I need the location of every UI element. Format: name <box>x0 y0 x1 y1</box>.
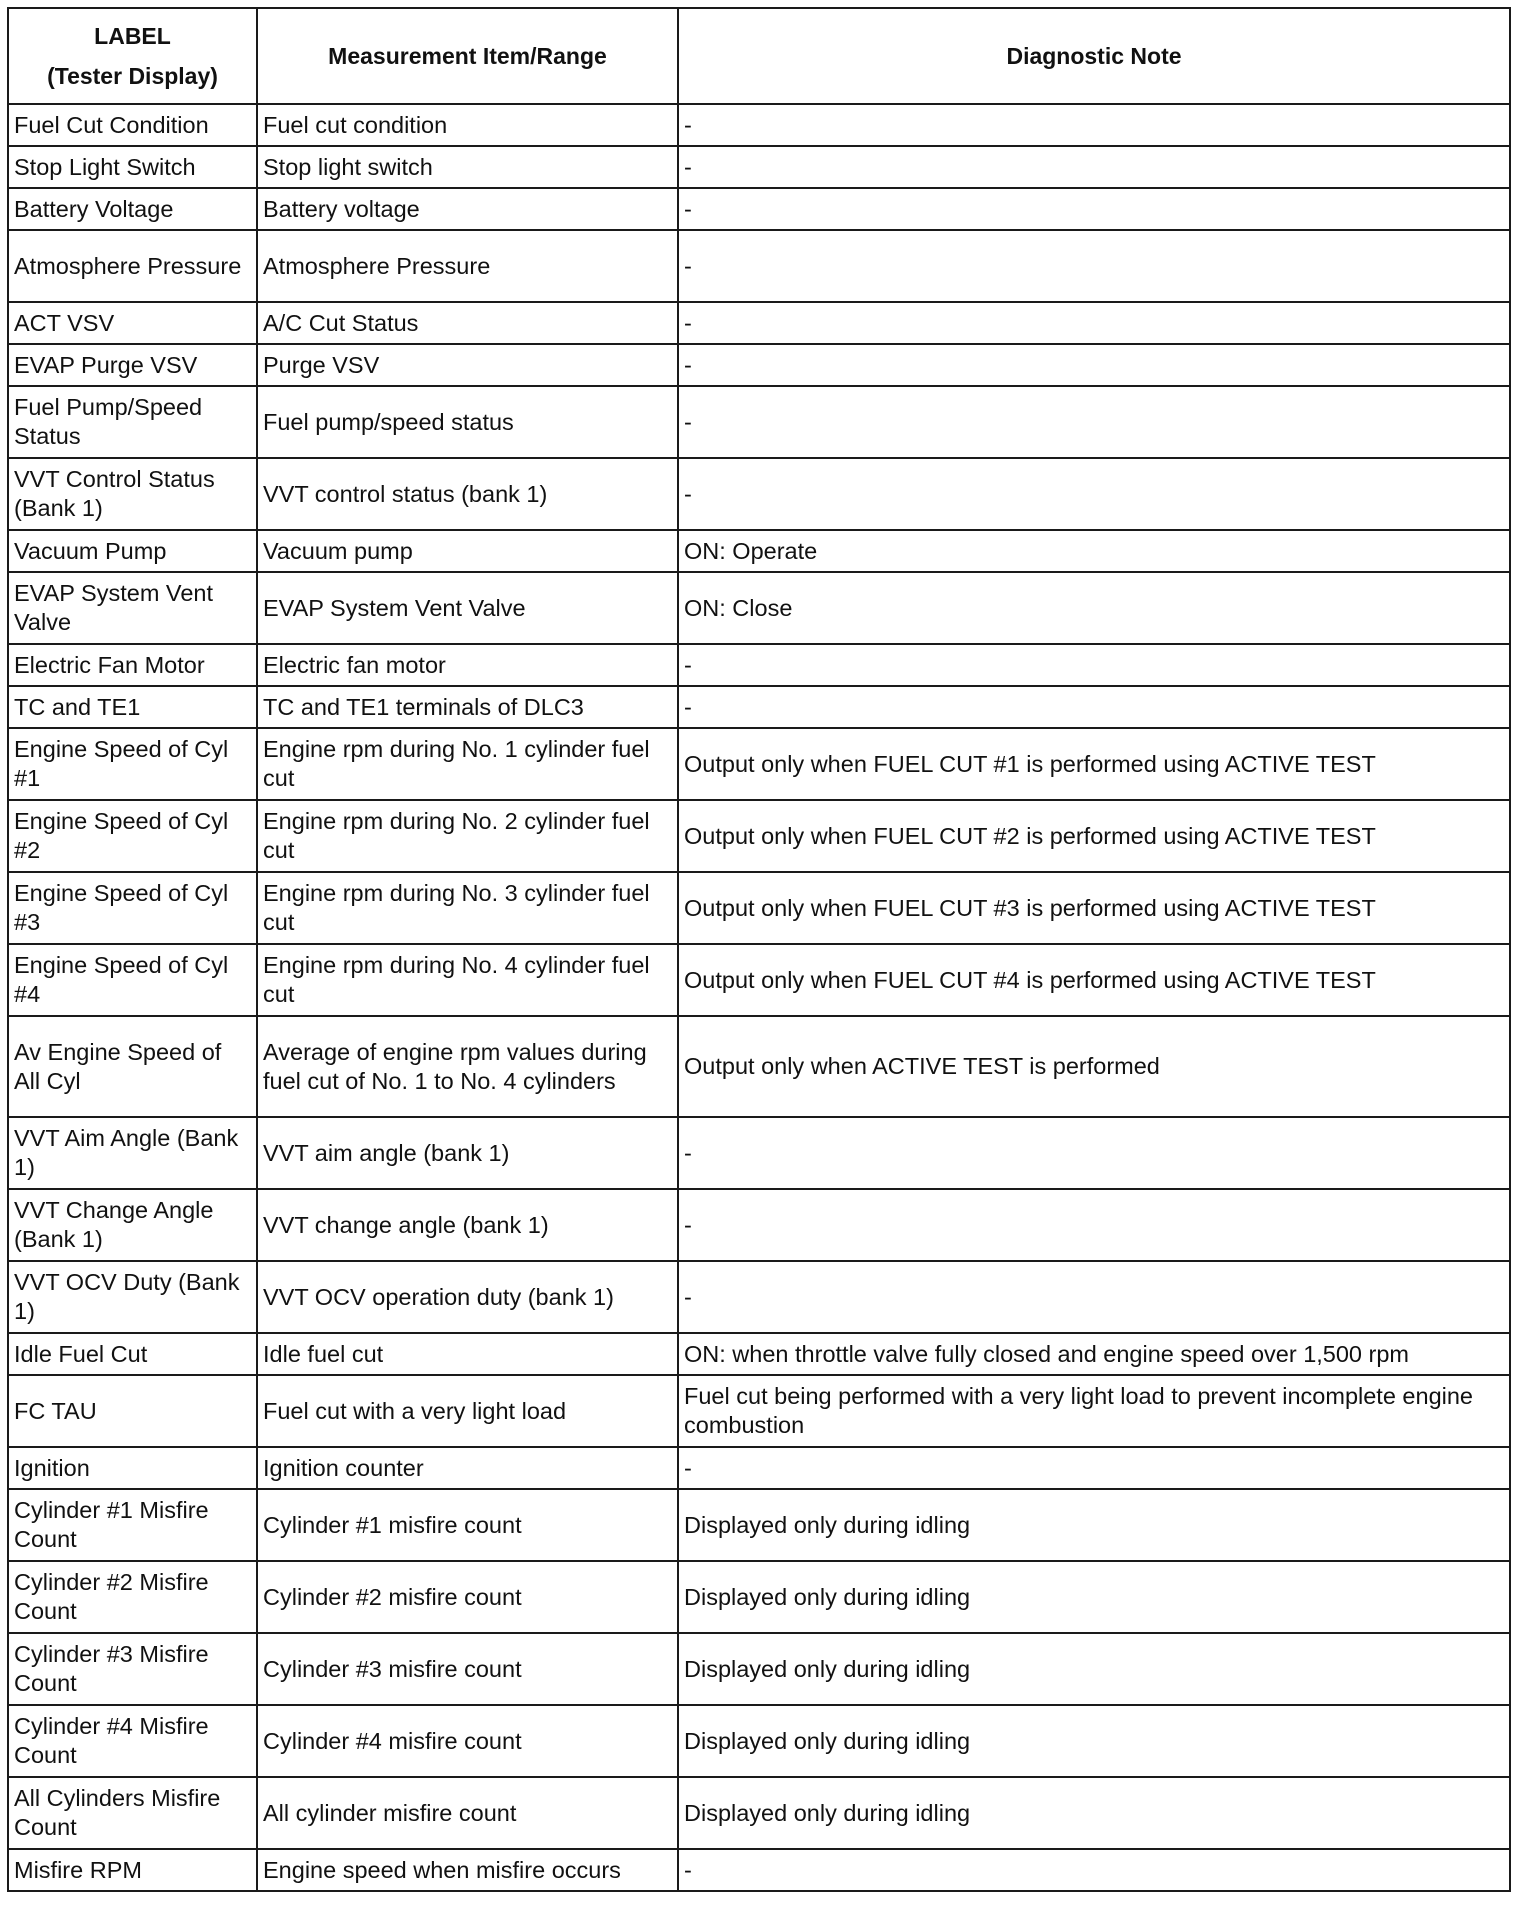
measurement-cell: Purge VSV <box>257 344 678 386</box>
label-cell: VVT Aim Angle (Bank 1) <box>8 1117 257 1189</box>
diagnostic-note-cell: - <box>678 1261 1510 1333</box>
label-cell: VVT OCV Duty (Bank 1) <box>8 1261 257 1333</box>
label-cell: ACT VSV <box>8 302 257 344</box>
measurement-cell: Stop light switch <box>257 146 678 188</box>
table-row <box>8 1447 1510 1489</box>
label-cell: All Cylinders Misfire Count <box>8 1777 257 1849</box>
diagnostic-note-cell: Fuel cut being performed with a very light load to prevent incomplete engine combustion <box>678 1375 1510 1447</box>
measurement-cell: Cylinder #1 misfire count <box>257 1489 678 1561</box>
diagnostic-note-cell: - <box>678 302 1510 344</box>
label-cell: Engine Speed of Cyl #3 <box>8 872 257 944</box>
table-row <box>8 386 1510 458</box>
table-row <box>8 1375 1510 1447</box>
table-row <box>8 1561 1510 1633</box>
label-cell: Engine Speed of Cyl #1 <box>8 728 257 800</box>
diagnostic-note-cell: Displayed only during idling <box>678 1633 1510 1705</box>
measurement-cell: EVAP System Vent Valve <box>257 572 678 644</box>
label-cell: Cylinder #3 Misfire Count <box>8 1633 257 1705</box>
measurement-cell: Ignition counter <box>257 1447 678 1489</box>
label-cell: VVT Change Angle (Bank 1) <box>8 1189 257 1261</box>
label-cell: TC and TE1 <box>8 686 257 728</box>
table-row <box>8 944 1510 1016</box>
diagnostic-note-cell: - <box>678 686 1510 728</box>
diagnostic-note-cell: - <box>678 344 1510 386</box>
table-row <box>8 728 1510 800</box>
data-list-table <box>7 7 1511 1892</box>
label-cell: Engine Speed of Cyl #4 <box>8 944 257 1016</box>
table-row <box>8 572 1510 644</box>
measurement-cell: Idle fuel cut <box>257 1333 678 1375</box>
table-row <box>8 800 1510 872</box>
measurement-cell: Battery voltage <box>257 188 678 230</box>
measurement-cell: Engine speed when misfire occurs <box>257 1849 678 1891</box>
measurement-cell: Fuel pump/speed status <box>257 386 678 458</box>
table-row <box>8 302 1510 344</box>
label-cell: Electric Fan Motor <box>8 644 257 686</box>
measurement-cell: VVT change angle (bank 1) <box>257 1189 678 1261</box>
table-row <box>8 1705 1510 1777</box>
measurement-cell: Engine rpm during No. 3 cylinder fuel cut <box>257 872 678 944</box>
header-label <box>8 8 257 104</box>
measurement-cell: Cylinder #3 misfire count <box>257 1633 678 1705</box>
measurement-cell: Engine rpm during No. 2 cylinder fuel cut <box>257 800 678 872</box>
label-cell: Av Engine Speed of All Cyl <box>8 1016 257 1117</box>
label-cell: VVT Control Status (Bank 1) <box>8 458 257 530</box>
table-row <box>8 1849 1510 1891</box>
diagnostic-note-cell: ON: Operate <box>678 530 1510 572</box>
measurement-cell: VVT OCV operation duty (bank 1) <box>257 1261 678 1333</box>
label-cell: Atmosphere Pressure <box>8 230 257 302</box>
measurement-cell: Electric fan motor <box>257 644 678 686</box>
label-cell: FC TAU <box>8 1375 257 1447</box>
diagnostic-note-cell: - <box>678 1189 1510 1261</box>
diagnostic-note-cell: Output only when FUEL CUT #4 is performed using ACTIVE TEST <box>678 944 1510 1016</box>
header-label-line1: LABEL <box>94 23 171 49</box>
label-cell: Stop Light Switch <box>8 146 257 188</box>
measurement-cell: A/C Cut Status <box>257 302 678 344</box>
table-body <box>8 104 1510 1891</box>
label-cell: Idle Fuel Cut <box>8 1333 257 1375</box>
diagnostic-note-cell: Displayed only during idling <box>678 1489 1510 1561</box>
label-cell: EVAP System Vent Valve <box>8 572 257 644</box>
table-row <box>8 1261 1510 1333</box>
label-cell: EVAP Purge VSV <box>8 344 257 386</box>
table-header <box>8 8 1510 104</box>
diagnostic-note-cell: - <box>678 230 1510 302</box>
measurement-cell: Engine rpm during No. 1 cylinder fuel cut <box>257 728 678 800</box>
label-cell: Cylinder #1 Misfire Count <box>8 1489 257 1561</box>
diagnostic-note-cell: - <box>678 386 1510 458</box>
diagnostic-note-cell: Output only when FUEL CUT #1 is performed using ACTIVE TEST <box>678 728 1510 800</box>
diagnostic-note-cell: - <box>678 146 1510 188</box>
diagnostic-note-cell: ON: Close <box>678 572 1510 644</box>
diagnostic-note-cell: - <box>678 1447 1510 1489</box>
diagnostic-note-cell: ON: when throttle valve fully closed and engine speed over 1,500 rpm <box>678 1333 1510 1375</box>
measurement-cell: Fuel cut with a very light load <box>257 1375 678 1447</box>
label-cell: Fuel Cut Condition <box>8 104 257 146</box>
header-row <box>8 8 1510 104</box>
label-cell: Cylinder #4 Misfire Count <box>8 1705 257 1777</box>
label-cell: Engine Speed of Cyl #2 <box>8 800 257 872</box>
diagnostic-note-cell: Output only when FUEL CUT #2 is performed using ACTIVE TEST <box>678 800 1510 872</box>
diagnostic-note-cell: Displayed only during idling <box>678 1561 1510 1633</box>
measurement-cell: Cylinder #2 misfire count <box>257 1561 678 1633</box>
measurement-cell: Vacuum pump <box>257 530 678 572</box>
header-measurement: Measurement Item/Range <box>257 8 678 104</box>
table-row <box>8 344 1510 386</box>
measurement-cell: VVT control status (bank 1) <box>257 458 678 530</box>
table-row <box>8 644 1510 686</box>
label-cell: Fuel Pump/Speed Status <box>8 386 257 458</box>
table-row <box>8 230 1510 302</box>
label-cell: Battery Voltage <box>8 188 257 230</box>
measurement-cell: Cylinder #4 misfire count <box>257 1705 678 1777</box>
measurement-cell: Engine rpm during No. 4 cylinder fuel cut <box>257 944 678 1016</box>
diagnostic-note-cell: Displayed only during idling <box>678 1705 1510 1777</box>
measurement-cell: TC and TE1 terminals of DLC3 <box>257 686 678 728</box>
label-cell: Cylinder #2 Misfire Count <box>8 1561 257 1633</box>
table-row <box>8 530 1510 572</box>
diagnostic-note-cell: Output only when ACTIVE TEST is performed <box>678 1016 1510 1117</box>
diagnostic-note-cell: - <box>678 1117 1510 1189</box>
table-row <box>8 1633 1510 1705</box>
measurement-cell: Fuel cut condition <box>257 104 678 146</box>
table-row <box>8 1189 1510 1261</box>
diagnostic-note-cell: - <box>678 458 1510 530</box>
diagnostic-note-cell: - <box>678 1849 1510 1891</box>
table-row <box>8 1489 1510 1561</box>
header-diagnostic-note: Diagnostic Note <box>678 8 1510 104</box>
table-row <box>8 188 1510 230</box>
label-cell: Misfire RPM <box>8 1849 257 1891</box>
table-row <box>8 458 1510 530</box>
label-cell: Vacuum Pump <box>8 530 257 572</box>
table-row <box>8 146 1510 188</box>
header-label-line2: (Tester Display) <box>47 63 218 89</box>
table-row <box>8 1016 1510 1117</box>
table-row <box>8 686 1510 728</box>
diagnostic-note-cell: - <box>678 188 1510 230</box>
table-row <box>8 1333 1510 1375</box>
diagnostic-note-cell: Output only when FUEL CUT #3 is performed using ACTIVE TEST <box>678 872 1510 944</box>
label-cell: Ignition <box>8 1447 257 1489</box>
measurement-cell: Atmosphere Pressure <box>257 230 678 302</box>
measurement-cell: All cylinder misfire count <box>257 1777 678 1849</box>
table-row <box>8 104 1510 146</box>
table-row <box>8 872 1510 944</box>
diagnostic-note-cell: - <box>678 644 1510 686</box>
diagnostic-note-cell: - <box>678 104 1510 146</box>
diagnostic-note-cell: Displayed only during idling <box>678 1777 1510 1849</box>
measurement-cell: VVT aim angle (bank 1) <box>257 1117 678 1189</box>
table-row <box>8 1777 1510 1849</box>
measurement-cell: Average of engine rpm values during fuel cut of No. 1 to No. 4 cylinders <box>257 1016 678 1117</box>
table-row <box>8 1117 1510 1189</box>
